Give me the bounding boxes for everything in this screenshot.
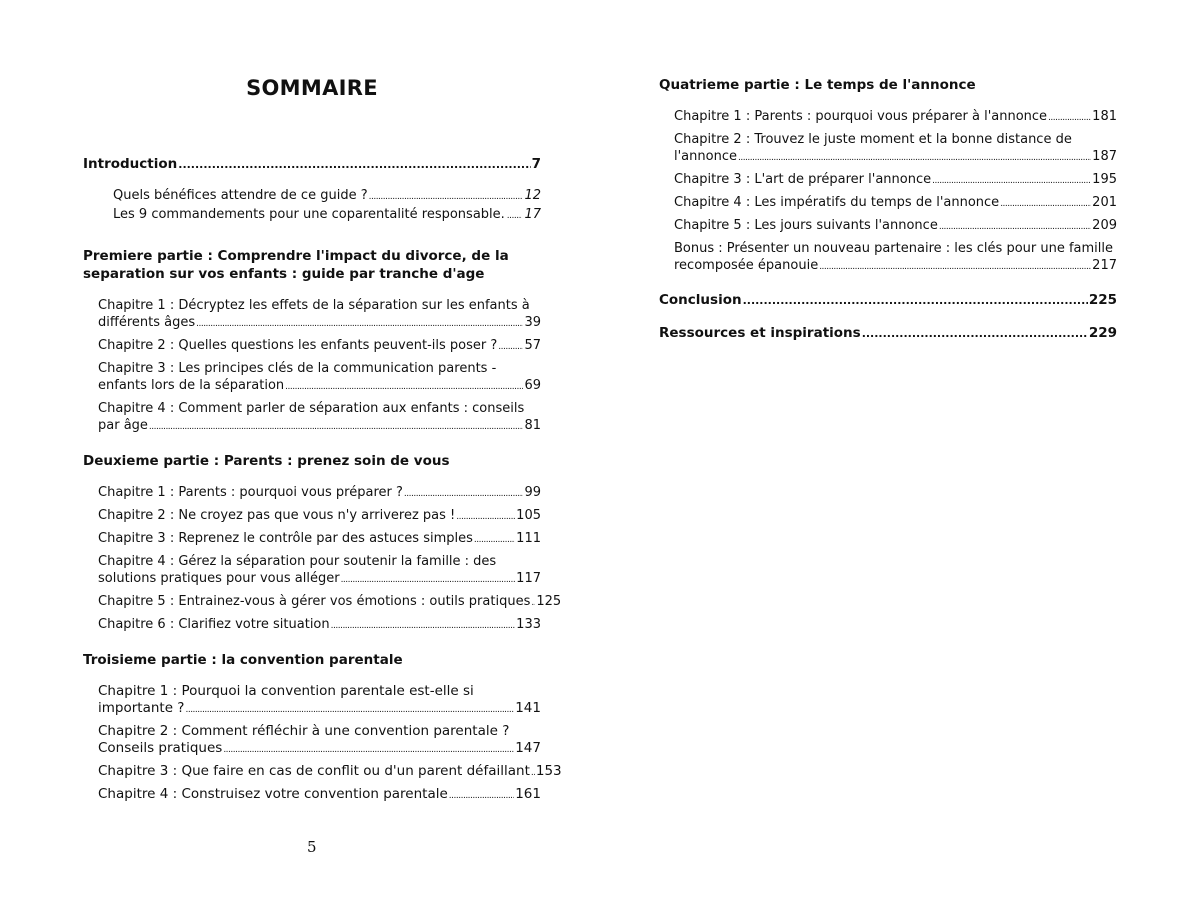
toc-left: [83, 156, 562, 809]
part-1-chapters: [83, 297, 541, 436]
right-page: [600, 0, 1200, 900]
toc-entry[interactable]: Chapitre 1 : Parents : pourquoi vous préparer à l'annonce ..... 181: [674, 108, 1117, 127]
part-4-chapters: [659, 108, 1117, 276]
toc-entry[interactable]: Chapitre 4 : Gérez la séparation pour soutenir la famille : des solutions pratiques pour vous alléger ..... 117: [98, 553, 541, 589]
toc-entry[interactable]: Chapitre 1 : Parents : pourquoi vous préparer ? ..... 99: [98, 484, 541, 503]
page-title: SOMMAIRE: [246, 76, 378, 100]
toc-entry[interactable]: Chapitre 2 : Trouvez le juste moment et la bonne distance de l'annonce ..... 187: [674, 131, 1117, 167]
toc-entry[interactable]: Chapitre 5 : Entrainez-vous à gérer vos émotions : outils pratiques ..... 125: [98, 593, 541, 612]
toc-entry-conclusion[interactable]: Conclusion ..... 225: [659, 292, 1117, 309]
introduction-items: [83, 187, 541, 225]
toc-entry[interactable]: Chapitre 4 : Les impératifs du temps de l'annonce ..... 201: [674, 194, 1117, 213]
toc-right: [659, 76, 1117, 346]
part-3-chapters: [83, 683, 562, 805]
page-number-left: 5: [307, 838, 317, 856]
part-3-title: Troisieme partie : la convention parentale: [83, 652, 403, 668]
toc-entry[interactable]: Chapitre 6 : Clarifiez votre situation ..... 133: [98, 616, 541, 635]
toc-entry[interactable]: Chapitre 4 : Comment parler de séparation aux enfants : conseils par âge ..... 81: [98, 400, 541, 436]
toc-entry[interactable]: Chapitre 1 : Décryptez les effets de la séparation sur les enfants à différents âges ..... 39: [98, 297, 541, 333]
toc-entry-introduction[interactable]: Introduction ..... 7: [83, 156, 541, 173]
part-2-chapters: [83, 484, 562, 635]
toc-entry[interactable]: Chapitre 1 : Pourquoi la convention parentale est-elle si importante ? ..... 141: [98, 683, 541, 719]
part-2-title: Deuxieme partie : Parents : prenez soin de vous: [83, 453, 450, 469]
toc-entry[interactable]: Chapitre 4 : Construisez votre convention parentale ..... 161: [98, 786, 541, 805]
toc-entry[interactable]: Quels bénéfices attendre de ce guide ? ..... 12: [113, 187, 541, 206]
toc-entry-ressources[interactable]: Ressources et inspirations ..... 229: [659, 325, 1117, 342]
part-1-title: Premiere partie : Comprendre l'impact du divorce, de la separation sur vos enfants : guide par tranche d'age: [83, 248, 509, 282]
toc-entry[interactable]: Les 9 commandements pour une coparentalité responsable. ..... 17: [113, 206, 541, 225]
toc-entry[interactable]: Chapitre 2 : Ne croyez pas que vous n'y arriverez pas ! ..... 105: [98, 507, 541, 526]
toc-entry[interactable]: Chapitre 3 : Les principes clés de la communication parents - enfants lors de la séparation ..... 69: [98, 360, 541, 396]
toc-entry[interactable]: Chapitre 3 : L'art de préparer l'annonce ..... 195: [674, 171, 1117, 190]
toc-entry[interactable]: Chapitre 5 : Les jours suivants l'annonce ..... 209: [674, 217, 1117, 236]
toc-entry[interactable]: Chapitre 3 : Que faire en cas de conflit ou d'un parent défaillant ..... 153: [98, 763, 541, 782]
part-4-title: Quatrieme partie : Le temps de l'annonce: [659, 77, 976, 93]
toc-entry[interactable]: Bonus : Présenter un nouveau partenaire : les clés pour une famille recomposée épanouie ..... 217: [674, 240, 1117, 276]
toc-entry[interactable]: Chapitre 2 : Quelles questions les enfants peuvent-ils poser ? ..... 57: [98, 337, 541, 356]
toc-entry[interactable]: Chapitre 2 : Comment réfléchir à une convention parentale ? Conseils pratiques ..... 147: [98, 723, 541, 759]
toc-entry[interactable]: Chapitre 3 : Reprenez le contrôle par des astuces simples ..... 111: [98, 530, 541, 549]
